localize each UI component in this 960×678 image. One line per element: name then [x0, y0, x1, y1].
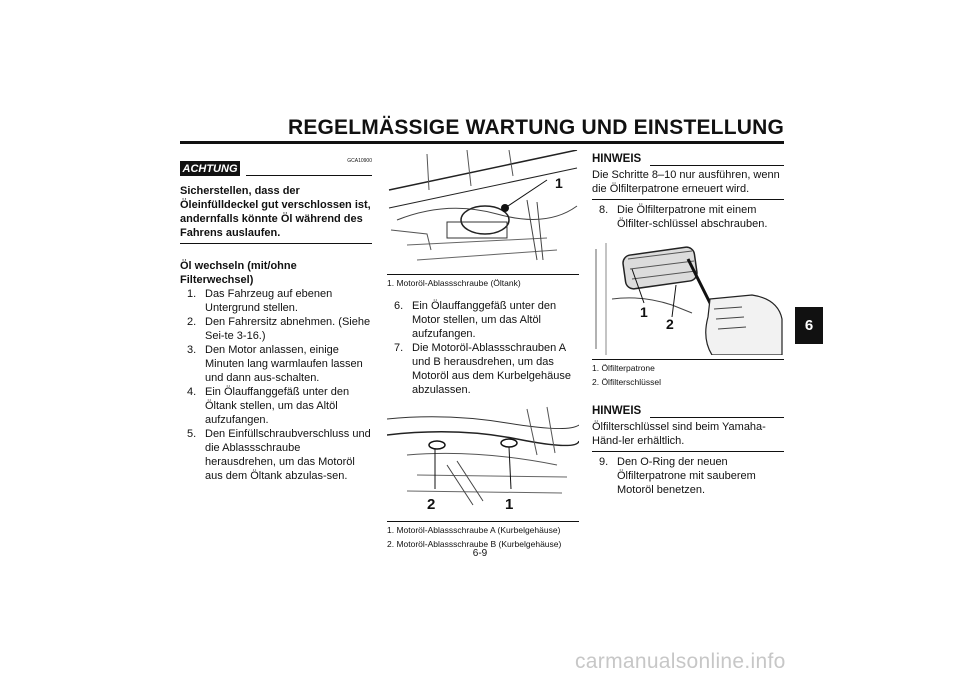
step-number: 1. — [187, 288, 197, 300]
figure-caption: 1. Motoröl-Ablassschraube A (Kurbelgehäuse) — [387, 525, 561, 535]
figure-caption: 2. Ölfilterschlüssel — [592, 377, 661, 387]
watermark: carmanualsonline.info — [575, 650, 786, 673]
step-item — [180, 343, 372, 385]
hinweis-text: Ölfilterschlüssel sind beim Yamaha-Händ-ler erhältlich. — [592, 421, 766, 447]
hinweis-label: HINWEIS — [592, 153, 642, 165]
middle-column — [387, 150, 579, 550]
caption-rule — [387, 274, 579, 275]
figure-caption: 1. Motoröl-Ablassschraube (Öltank) — [387, 278, 521, 288]
filter-steps — [592, 455, 784, 497]
step-text: Den Einfüllschraubverschluss und die Ablassschraube herausdrehen, um das Motoröl aus dem Öltank abzulas-sen. — [205, 428, 371, 482]
achtung-text: Sicherstellen, dass der Öleinfülldeckel gut verschlossen ist, andernfalls könnte Öl während des Fahrens auslaufen. — [180, 185, 371, 239]
achtung-header — [180, 150, 372, 180]
caption-rule — [592, 359, 784, 360]
step-number: 4. — [187, 386, 197, 398]
hinweis-rule — [650, 165, 784, 166]
achtung-rule — [246, 175, 372, 176]
oil-change-steps — [180, 287, 372, 483]
step-item — [180, 315, 372, 343]
page-title: REGELMÄSSIGE WARTUNG UND EINSTELLUNG — [287, 116, 784, 139]
step-item — [387, 341, 579, 397]
step-item — [180, 385, 372, 427]
figure-oil-tank — [387, 150, 579, 289]
step-number: 7. — [394, 342, 404, 354]
caption-rule — [387, 521, 579, 522]
step-text: Den O-Ring der neuen Ölfilterpatrone mit sauberem Motoröl benetzen. — [617, 456, 756, 496]
figure-oil-filter — [592, 239, 784, 388]
step-number: 2. — [187, 316, 197, 328]
chapter-tab: 6 — [795, 307, 823, 344]
oil-filter-illustration — [592, 239, 784, 355]
hinweis-text: Die Schritte 8–10 nur ausführen, wenn die Ölfilterpatrone erneuert wird. — [592, 169, 780, 195]
hinweis-bottom-rule — [592, 199, 784, 200]
step-number: 9. — [599, 456, 609, 468]
left-column — [180, 150, 372, 483]
hinweis-bottom-rule — [592, 451, 784, 452]
step-text: Ein Ölauffanggefäß unter den Öltank stellen, um das Altöl aufzufangen. — [205, 386, 350, 426]
callout-label: 1 — [505, 496, 514, 513]
hinweis-header — [592, 150, 784, 168]
title-rule — [180, 141, 784, 144]
hinweis-block — [592, 402, 784, 452]
step-text: Den Motor anlassen, einige Minuten lang warmlaufen lassen und dann aus-schalten. — [205, 344, 363, 384]
figure-caption: 2. Motoröl-Ablassschraube B (Kurbelgehäuse) — [387, 539, 562, 549]
figure-crankcase — [387, 405, 579, 550]
oil-change-heading: Öl wechseln (mit/ohne Filterwechsel) — [180, 260, 297, 286]
filter-steps — [592, 203, 784, 231]
hinweis-rule — [650, 417, 784, 418]
step-item — [180, 427, 372, 483]
callout-label: 1 — [555, 175, 563, 191]
hinweis-header — [592, 402, 784, 420]
crankcase-steps — [387, 299, 579, 397]
figure-caption: 1. Ölfilterpatrone — [592, 363, 655, 373]
achtung-code: GCA10900 — [347, 158, 372, 164]
step-number: 6. — [394, 300, 404, 312]
crankcase-illustration — [387, 405, 579, 517]
achtung-bottom-rule — [180, 243, 372, 244]
callout-label: 2 — [666, 316, 674, 332]
right-column — [592, 150, 784, 497]
step-number: 3. — [187, 344, 197, 356]
page-number: 6-9 — [472, 548, 488, 559]
step-item — [387, 299, 579, 341]
callout-label: 2 — [427, 496, 436, 513]
step-text: Das Fahrzeug auf ebenen Untergrund stellen. — [205, 288, 333, 314]
step-text: Die Ölfilterpatrone mit einem Ölfilter-schlüssel abschrauben. — [617, 204, 768, 230]
step-text: Den Fahrersitz abnehmen. (Siehe Sei-te 3-16.) — [205, 316, 371, 342]
hinweis-label: HINWEIS — [592, 405, 642, 417]
oil-tank-illustration — [387, 150, 579, 270]
callout-label: 1 — [640, 304, 648, 320]
achtung-badge: ACHTUNG — [180, 161, 240, 176]
step-item — [180, 287, 372, 315]
step-item — [592, 455, 784, 497]
step-number: 5. — [187, 428, 197, 440]
step-item — [592, 203, 784, 231]
step-text: Die Motoröl-Ablassschrauben A und B herausdrehen, um das Motoröl aus dem Kurbelgehäuse abzulassen. — [412, 342, 571, 396]
step-text: Ein Ölauffanggefäß unter den Motor stellen, um das Altöl aufzufangen. — [412, 300, 557, 340]
step-number: 8. — [599, 204, 609, 216]
